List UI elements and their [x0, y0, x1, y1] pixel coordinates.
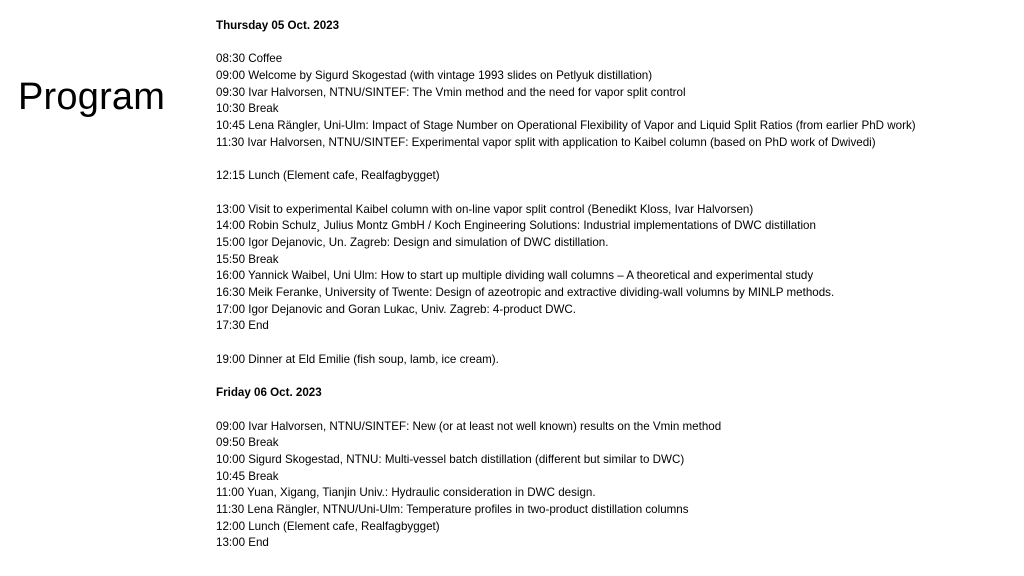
slide-title: Program — [18, 76, 166, 118]
schedule-item: 09:50 Break — [216, 436, 279, 450]
schedule-item: 11:30 Ivar Halvorsen, NTNU/SINTEF: Experimental vapor split with application to Kaibel column (based on PhD work of Dwivedi) — [216, 135, 876, 149]
schedule-item: 13:00 End — [216, 536, 269, 550]
schedule-item: 12:00 Lunch (Element cafe, Realfagbygget) — [216, 519, 440, 533]
thursday-heading: Thursday 05 Oct. 2023 — [216, 19, 340, 32]
schedule-item: 16:30 Meik Feranke, University of Twente: Design of azeotropic and extractive dividing-wall volumns by MINLP methods. — [216, 286, 835, 299]
schedule-item: 15:00 Igor Dejanovic, Un. Zagreb: Design and simulation of DWC distillation. — [216, 235, 609, 249]
schedule-item: 09:30 Ivar Halvorsen, NTNU/SINTEF: The Vmin method and the need for vapor split control — [216, 85, 686, 99]
schedule-item: 14:00 Robin Schulz¸ Julius Montz GmbH / Koch Engineering Solutions: Industrial implementations of DWC distillation — [216, 219, 816, 233]
schedule-item: 11:30 Lena Rängler, NTNU/Uni-Ulm: Temperature profiles in two-product distillation columns — [216, 502, 689, 516]
schedule-item: 13:00 Visit to experimental Kaibel column with on-line vapor split control (Benedikt Kloss, Ivar Halvorsen) — [216, 202, 754, 216]
spacer — [216, 152, 1016, 169]
schedule-item: 11:00 Yuan, Xigang, Tianjin Univ.: Hydraulic consideration in DWC design. — [216, 486, 596, 500]
friday-heading: Friday 06 Oct. 2023 — [216, 386, 322, 400]
schedule-item: 10:45 Break — [216, 469, 279, 483]
program-schedule — [216, 18, 1016, 552]
spacer — [216, 335, 1016, 352]
friday-block — [216, 419, 1016, 553]
thursday-afternoon-block — [216, 202, 1016, 336]
schedule-item: 10:45 Lena Rängler, Uni-Ulm: Impact of Stage Number on Operational Flexibility of Vapor and Liquid Split Ratios (from earlier PhD work) — [216, 119, 916, 133]
schedule-item: 15:50 Break — [216, 252, 279, 266]
spacer — [216, 35, 1016, 52]
thursday-dinner: 19:00 Dinner at Eld Emilie (fish soup, lamb, ice cream). — [216, 352, 499, 366]
spacer — [216, 402, 1016, 419]
schedule-item: 10:30 Break — [216, 102, 279, 116]
thursday-morning-block — [216, 51, 1016, 151]
spacer — [216, 185, 1016, 202]
schedule-item: 09:00 Welcome by Sigurd Skogestad (with vintage 1993 slides on Petlyuk distillation) — [216, 69, 653, 83]
spacer — [216, 368, 1016, 385]
schedule-item: 17:30 End — [216, 319, 269, 333]
schedule-item: 09:00 Ivar Halvorsen, NTNU/SINTEF: New (or at least not well known) results on the Vmin method — [216, 419, 722, 433]
schedule-item: 08:30 Coffee — [216, 52, 283, 66]
schedule-item: 10:00 Sigurd Skogestad, NTNU: Multi-vessel batch distillation (different but similar to DWC) — [216, 452, 685, 466]
schedule-item: 17:00 Igor Dejanovic and Goran Lukac, Univ. Zagreb: 4-product DWC. — [216, 302, 577, 316]
thursday-lunch: 12:15 Lunch (Element cafe, Realfagbygget) — [216, 169, 440, 183]
schedule-item: 16:00 Yannick Waibel, Uni Ulm: How to start up multiple dividing wall columns – A theoretical and experimental study — [216, 269, 814, 283]
